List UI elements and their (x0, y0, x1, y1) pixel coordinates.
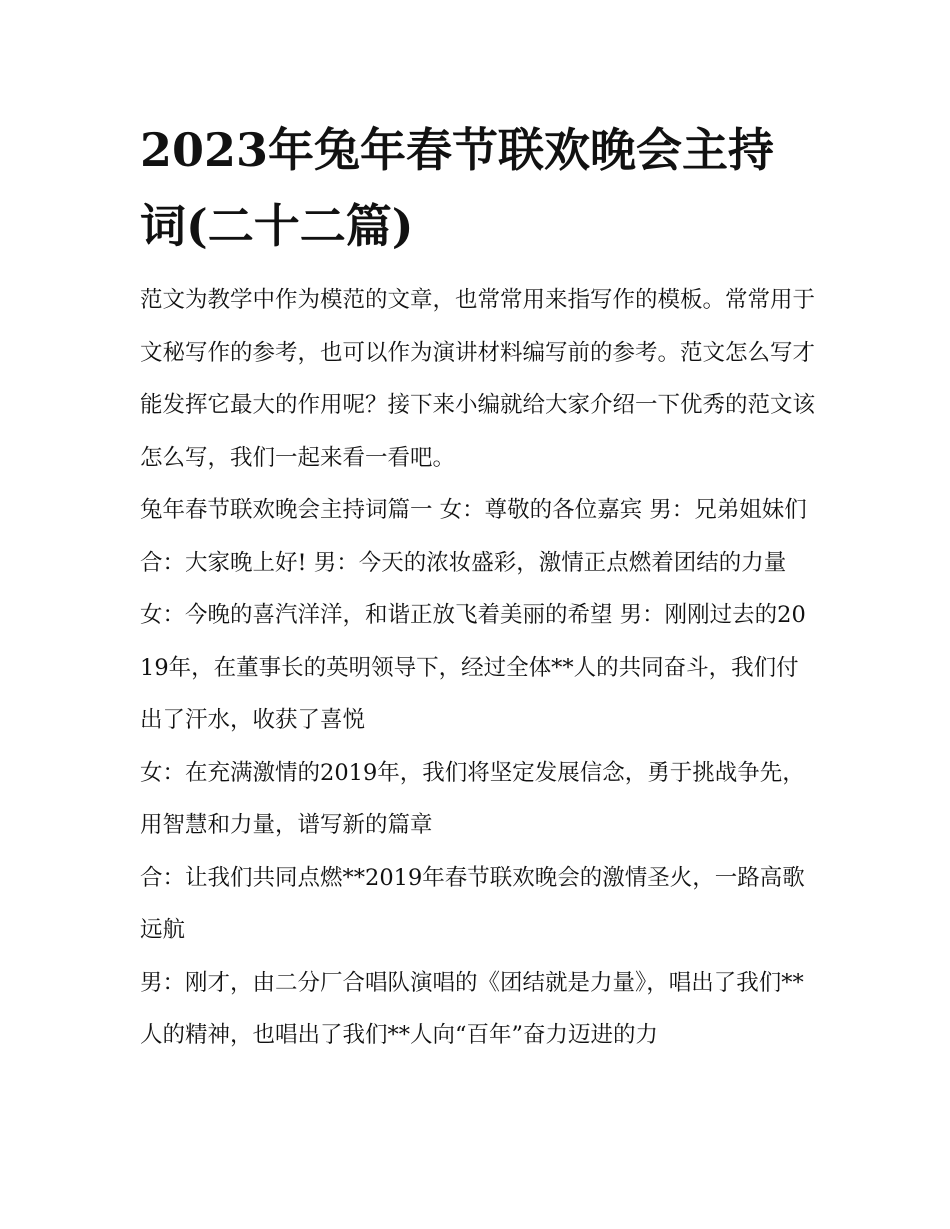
script-paragraph-4: 合：让我们共同点燃**2019年春节联欢晚会的激情圣火，一路高歌远航 (140, 864, 805, 943)
script-paragraph-3: 女：在充满激情的2019年，我们将坚定发展信念，勇于挑战争先，用智慧和力量，谱写新的篇章 (140, 759, 805, 838)
script-paragraph-5: 男：刚才，由二分厂合唱队演唱的《团结就是力量》，唱出了我们**人的精神，也唱出了我们**人向“百年”奋力迈进的力 (140, 969, 804, 1048)
script-paragraph-2: 女：今晚的喜汽洋洋，和谐正放飞着美丽的希望 男：刚刚过去的2019年，在董事长的英明领导下，经过全体**人的共同奋斗，我们付出了汗水，收获了喜悦 (140, 602, 806, 733)
intro-paragraph: 范文为教学中作为模范的文章，也常常用来指写作的模板。常常用于文秘写作的参考，也可以作为演讲材料编写前的参考。范文怎么写才能发挥它最大的作用呢？接下来小编就给大家介绍一下优秀的范文该怎么写，我们一起来看一看吧。 (140, 287, 816, 471)
document-page (140, 112, 820, 1062)
document-title: 2023年兔年春节联欢晚会主持词(二十二篇) (140, 123, 775, 253)
script-paragraph-1: 兔年春节联欢晚会主持词篇一 女：尊敬的各位嘉宾 男：兄弟姐妹们 合：大家晚上好! 男：今天的浓妆盛彩，激情正点燃着团结的力量 (140, 497, 807, 576)
